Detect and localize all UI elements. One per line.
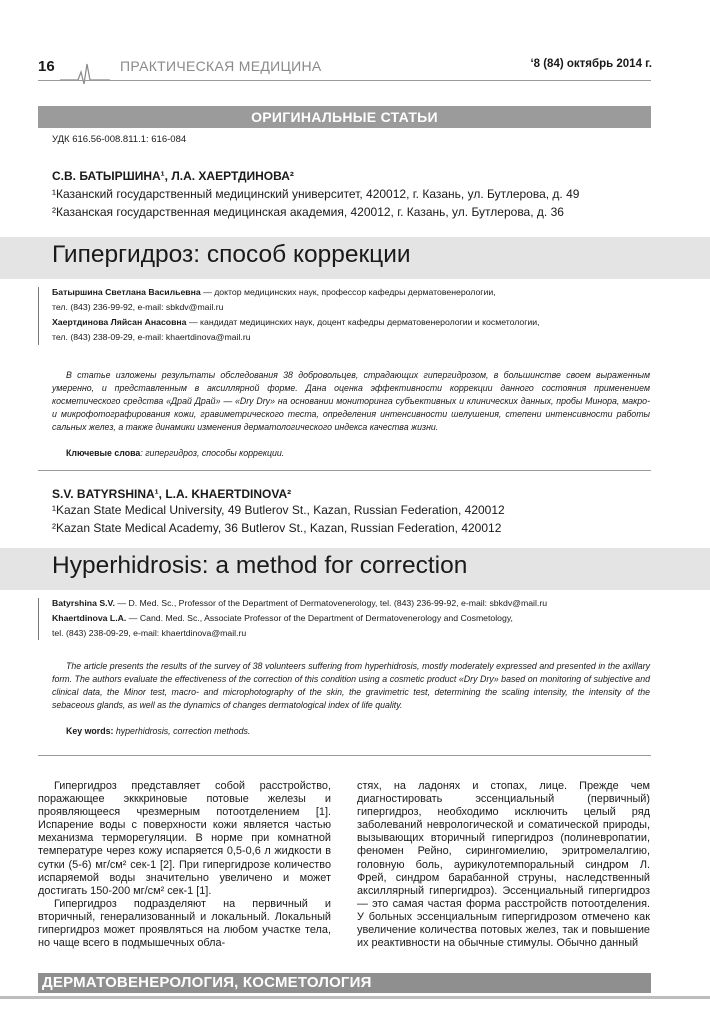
header-divider <box>38 80 651 81</box>
divider <box>38 755 651 756</box>
author-info-ru-2: Хаертдинова Ляйсан Анасовна — кандидат медицинских наук, доцент кафедры дерматовенерологии и косметологии, <box>52 317 540 327</box>
author-info-en-2-contact: tel. (843) 238-09-29, e-mail: khaertdinova@mail.ru <box>52 628 247 638</box>
footer-section-name: ДЕРМАТОВЕНЕРОЛОГИЯ, КОСМЕТОЛОГИЯ <box>42 974 372 991</box>
section-heading: ОРИГИНАЛЬНЫЕ СТАТЬИ <box>38 106 651 128</box>
body-column-right <box>357 780 650 950</box>
author-info-ru-1: Батыршина Светлана Васильевна — доктор медицинских наук, профессор кафедры дерматовенерологии, <box>52 287 496 297</box>
keywords-ru: Ключевые слова: гипергидроз, способы коррекции. <box>66 448 285 458</box>
author-info-bar-en <box>38 598 39 640</box>
footer-rule <box>0 996 710 999</box>
author-info-ru-2-contact: тел. (843) 238-09-29, e-mail: khaertdinova@mail.ru <box>52 332 251 342</box>
authors-ru: С.В. БАТЫРШИНА¹, Л.А. ХАЕРТДИНОВА² <box>52 169 294 183</box>
paragraph: стях, на ладонях и стопах, лице. Прежде чем диагностировать эссенциальный (первичный) гипергидроз, необходимо исключить целый ряд заболеваний неврологической и соматической природы, вызывающих вторичный гипергидроз (полиневропатии, феномен Рейно, сирингомиелию, эритромелалгию, головную боль, аурикулотемпоральный синдром Л. Фрей, синдром барабанной струны, наследственный аксиллярный гипергидроз). Эссенциальный гипергидроз — это самая частая форма расстройств потоотделения. У больных эссенциальным гипергидрозом отмечено как увеличение количества потовых желез, так и повышение их реактивности на обычные стимулы. Обычно данный <box>357 780 650 950</box>
paragraph: Гипергидроз подразделяют на первичный и вторичный, генерализованный и локальный. Локальный гипергидроз может проявляться на любом участке тела, но чаще всего в подмышечных обла- <box>38 897 331 950</box>
abstract-ru: В статье изложены результаты обследования 38 добровольцев, страдающих гипергидрозом, в большинстве своем выраженным умеренно, и представленным в аксиллярной форме. Дана оценка эффективности коррекции данного состояния применением косметического средства «Драй Драй» — «Dry Dry» на основании мониторинга субъективных и клинических данных, пробы Минора, макро- и микрофотографирования кожи, гравиметрического теста, определения интенсивности шелушения, степени интенсивности работы сальных желез, а также динамики изменения дерматологического индекса качества жизни. <box>52 370 650 433</box>
authors-en: S.V. BATYRSHINA¹, L.A. KHAERTDINOVA² <box>52 487 292 501</box>
article-title-ru: Гипергидроз: способ коррекции <box>52 241 411 268</box>
page-number: 16 <box>38 58 55 75</box>
author-info-en-2: Khaertdinova L.A. — Cand. Med. Sc., Associate Professor of the Department of Dermatovenerology and Cosmetology, <box>52 613 513 623</box>
body-column-left <box>38 780 331 950</box>
affiliation-en-2: ²Kazan State Medical Academy, 36 Butlerov St., Kazan, Russian Federation, 420012 <box>52 521 502 535</box>
author-info-bar-ru <box>38 287 39 345</box>
journal-name: ПРАКТИЧЕСКАЯ МЕДИЦИНА <box>120 58 322 74</box>
article-title-en: Hyperhidrosis: a method for correction <box>52 552 468 579</box>
udk-code: УДК 616.56-008.811.1: 616-084 <box>52 134 187 145</box>
divider <box>38 470 651 471</box>
keywords-en: Key words: hyperhidrosis, correction methods. <box>66 726 251 736</box>
abstract-en: The article presents the results of the survey of 38 volunteers suffering from hyperhidrosis, mostly moderately expressed and presented in the axillary form. The authors evaluate the effectiveness of the correction of this condition using a cosmetic product «Dry Dry» based on monitoring of subjective and clinical data, the Minor test, macro- and microphotography of the skin, the gravimetric test, determining the scaling intensity, the intensity of the sebaceous glands, as well as the dynamics of changes dermatological index of life quality. <box>52 661 650 711</box>
author-info-ru-1-contact: тел. (843) 236-99-92, e-mail: sbkdv@mail.ru <box>52 302 224 312</box>
author-info-en-1: Batyrshina S.V. — D. Med. Sc., Professor of the Department of Dermatovenerology, tel. (843) 236-99-92, e-mail: sbkdv@mail.ru <box>52 598 548 608</box>
affiliation-ru-2: ²Казанская государственная медицинская академия, 420012, г. Казань, ул. Бутлерова, д. 36 <box>52 205 564 219</box>
affiliation-ru-1: ¹Казанский государственный медицинский университет, 420012, г. Казань, ул. Бутлерова, д. 49 <box>52 187 580 201</box>
paragraph: Гипергидроз представляет собой расстройство, поражающее экккриновые потовые железы и проявляющееся чрезмерным потоотделением [1]. Испарение воды с поверхности кожи является частью механизма терморегуляции. В норме при комнатной температуре через кожу испаряется 0,5-0,6 л жидкости в сутки (5-6) мг/см² сек-1 [2]. При гипергидрозе количество испаряемой воды значительно увеличено и может достигать 150-200 мг/см² сек-1 [1]. <box>38 780 331 897</box>
issue-info: ‘8 (84) октябрь 2014 г. <box>530 58 652 70</box>
affiliation-en-1: ¹Kazan State Medical University, 49 Butlerov St., Kazan, Russian Federation, 420012 <box>52 503 505 517</box>
